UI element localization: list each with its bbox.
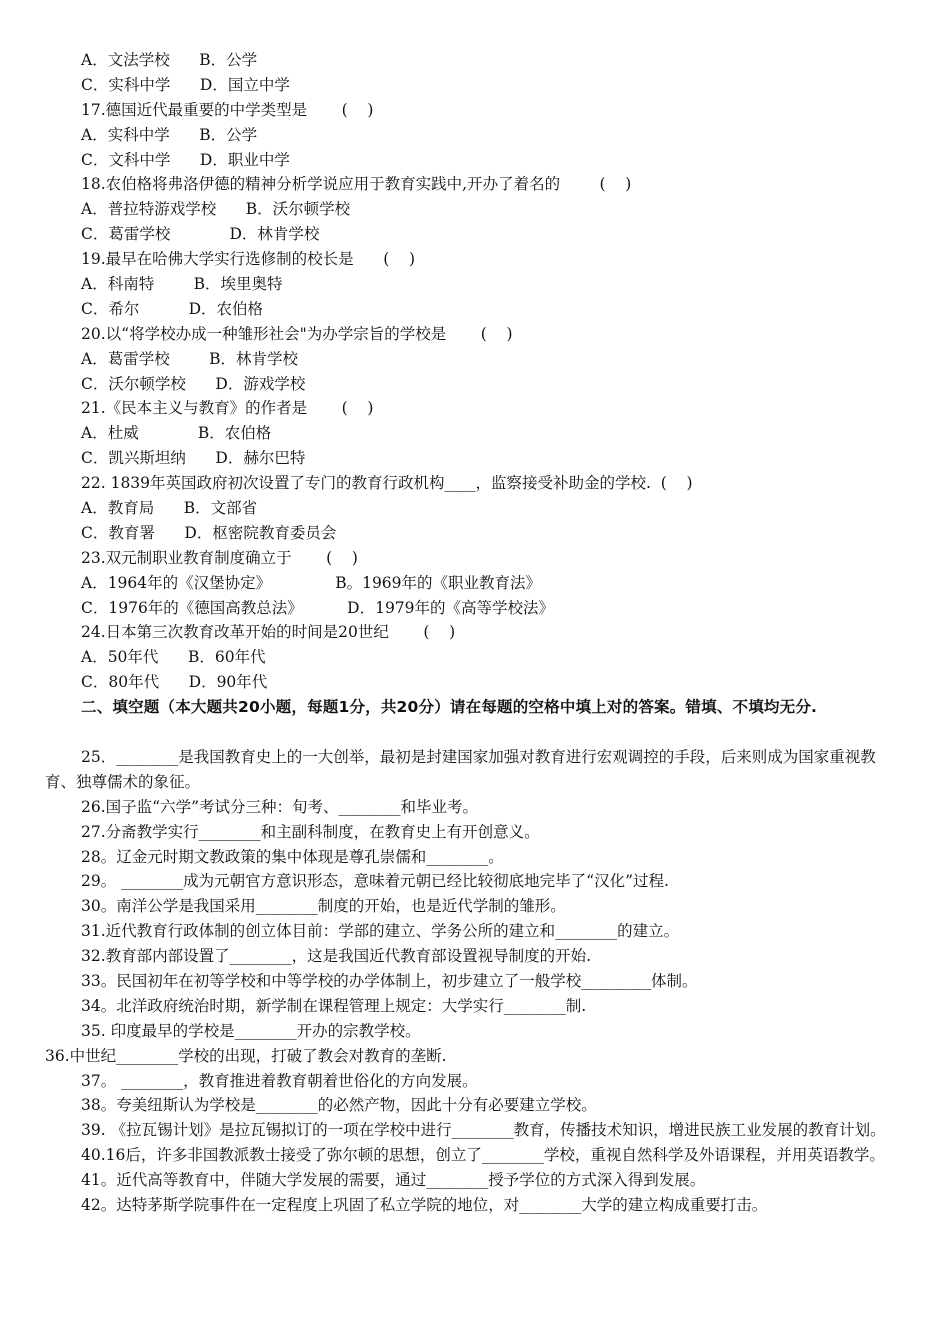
fill-in-question: 25．________是我国教育史上的一大创举，最初是封建国家加强对教育进行宏观调控的手段，后来则成为国家重视教育、独尊儒术的象征。 — [45, 747, 876, 791]
multiple-choice-block — [81, 48, 911, 695]
fill-in-question: 33。民国初年在初等学校和中等学校的办学体制上，初步建立了一般学校_________体制。 — [81, 972, 698, 990]
question-line: A．普拉特游戏学校 B．沃尔顿学校 — [81, 200, 351, 219]
fill-in-question: 40.16后，许多非国教派教士接受了弥尔顿的思想，创立了________学校，重视自然科学及外语课程，并用英语教学。 — [81, 1146, 885, 1165]
question-line: C．希尔 D．农伯格 — [81, 299, 264, 318]
section-heading-fill-in: 二、填空题（本大题共20小题，每题1分，共20分）请在每题的空格中填上对的答案。错填、不填均无分. — [81, 698, 818, 717]
question-line: 19.最早在哈佛大学实行选修制的校长是 ( ) — [81, 250, 416, 269]
question-line: A．教育局 B．文部省 — [81, 499, 258, 518]
question-line: C．实科中学 D．国立中学 — [81, 75, 290, 94]
question-line: C．凯兴斯坦纳 D．赫尔巴特 — [81, 449, 306, 468]
fill-in-question: 27.分斋教学实行________和主副科制度，在教育史上有开创意义。 — [81, 822, 540, 841]
question-line: A．50年代 B．60年代 — [81, 648, 266, 667]
fill-in-question: 34。北洋政府统治时期，新学制在课程管理上规定：大学实行________制. — [81, 996, 587, 1015]
fill-in-question: 37。 ________，教育推进着教育朝着世俗化的方向发展。 — [81, 1071, 478, 1090]
fill-in-question: 32.教育部内部设置了________，这是我国近代教育部设置视导制度的开始. — [81, 947, 592, 966]
question-line: A．文法学校 B．公学 — [81, 51, 258, 69]
fill-in-question: 30。南洋公学是我国采用________制度的开始，也是近代学制的雏形。 — [81, 897, 566, 916]
question-line: C．教育署 D．枢密院教育委员会 — [81, 523, 337, 542]
fill-in-question: 31.近代教育行政体制的创立体目前：学部的建立、学务公所的建立和________的建立。 — [81, 922, 680, 941]
fill-in-question: 36.中世纪________学校的出现，打破了教会对教育的垄断. — [45, 1046, 447, 1065]
fill-in-block — [45, 745, 911, 1218]
fill-in-question: 29。 ________成为元朝官方意识形态，意味着元朝已经比较彻底地完毕了“汉化”过程. — [81, 872, 669, 891]
question-line: 21.《民本主义与教育》的作者是 ( ) — [81, 399, 374, 418]
question-line: C．葛雷学校 D．林肯学校 — [81, 225, 320, 244]
question-line: A．1964年的《汉堡协定》 B。1969年的《职业教育法》 — [81, 573, 542, 592]
question-line: A．杜威 B．农伯格 — [81, 424, 272, 443]
question-line: A．葛雷学校 B．林肯学校 — [81, 349, 299, 368]
page-content — [45, 48, 911, 1218]
fill-in-question: 39. 《拉瓦锡计划》是拉瓦锡拟订的一项在学校中进行________教育，传播技术知识，增进民族工业发展的教育计划。 — [81, 1121, 886, 1140]
question-line: 23.双元制职业教育制度确立于 ( ) — [81, 548, 358, 567]
question-line: A．科南特 B．埃里奥特 — [81, 275, 283, 294]
question-line: C．文科中学 D．职业中学 — [81, 150, 290, 169]
question-line: C．1976年的《德国高教总法》 D．1979年的《高等学校法》 — [81, 598, 555, 617]
question-line: 20.以“将学校办成一种雏形社会"为办学宗旨的学校是 ( ) — [81, 324, 513, 343]
question-line: C．沃尔顿学校 D．游戏学校 — [81, 374, 306, 393]
fill-in-question: 35. 印度最早的学校是________开办的宗教学校。 — [81, 1021, 421, 1040]
question-line: A．实科中学 B．公学 — [81, 125, 258, 144]
fill-in-question: 42。达特茅斯学院事件在一定程度上巩固了私立学院的地位，对________大学的建立构成重要打击。 — [81, 1196, 768, 1215]
question-line: C．80年代 D．90年代 — [81, 673, 268, 692]
fill-in-question: 41。近代高等教育中，伴随大学发展的需要，通过________授予学位的方式深入得到发展。 — [81, 1171, 706, 1190]
fill-in-question: 38。夸美纽斯认为学校是________的必然产物，因此十分有必要建立学校。 — [81, 1096, 597, 1115]
fill-in-question: 28。辽金元时期文教政策的集中体现是尊孔崇儒和________。 — [81, 847, 504, 866]
question-line: 22. 1839年英国政府初次设置了专门的教育行政机构____，监察接受补助金的学校. ( ) — [81, 474, 693, 493]
question-line: 24.日本第三次教育改革开始的时间是20世纪 ( ) — [81, 623, 456, 642]
fill-in-question: 26.国子监“六学”考试分三种：旬考、________和毕业考。 — [81, 797, 478, 816]
question-line: 18.农伯格将弗洛伊德的精神分析学说应用于教育实践中,开办了着名的 ( ) — [81, 175, 632, 194]
question-line: 17.德国近代最重要的中学类型是 ( ) — [81, 100, 374, 119]
